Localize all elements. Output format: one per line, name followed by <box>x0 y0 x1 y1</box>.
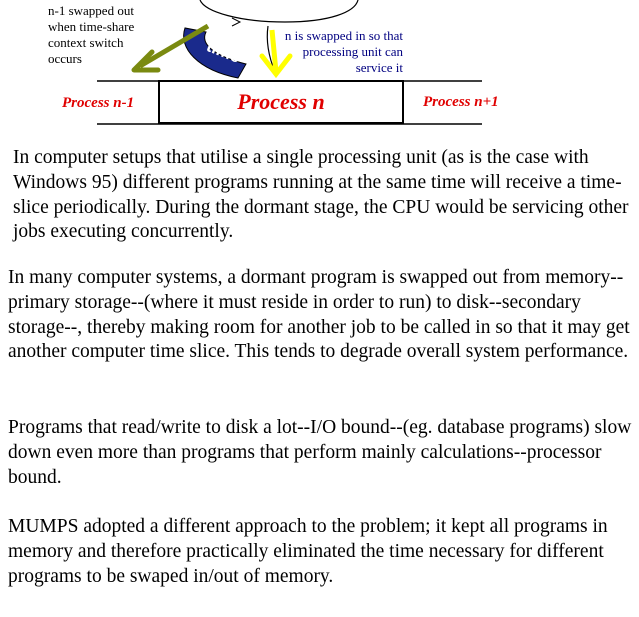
swap-in-note: n is swapped in so that processing unit can service it <box>284 28 403 75</box>
paragraph-mumps: MUMPS adopted a different approach to the problem; it kept all programs in memory and therefore practically eliminated the time necessary for different programs to be swaped in/out of memory. <box>8 516 608 587</box>
process-prev-label: Process n-1 <box>62 95 135 111</box>
swap-out-note: n-1 swapped out when time-share context switch occurs <box>48 3 135 66</box>
paragraph-swapping: In many computer systems, a dormant program is swapped out from memory--primary storage--(where it must reside in order to run) to disk--secondary storage--, thereby making room for another job to be called in so that it may get another computer time slice. This tends to degrade overall system performance. <box>8 267 630 363</box>
time-label: time <box>203 36 244 67</box>
cycle-ellipse <box>200 0 358 26</box>
paragraph-io-bound: Programs that read/write to disk a lot--I/O bound--(eg. database programs) slow down even more than programs that perform mainly calculations--processor bound. <box>8 417 632 488</box>
process-next-label: Process n+1 <box>423 94 499 110</box>
process-current-box: Process n <box>158 80 404 124</box>
paragraph-single-processing-unit: In computer setups that utilise a single processing unit (as is the case with Windows 95) different programs running at the same time will receive a time-slice periodically. During the dormant stage, the CPU would be servicing other jobs executing concurrently. <box>13 147 629 243</box>
